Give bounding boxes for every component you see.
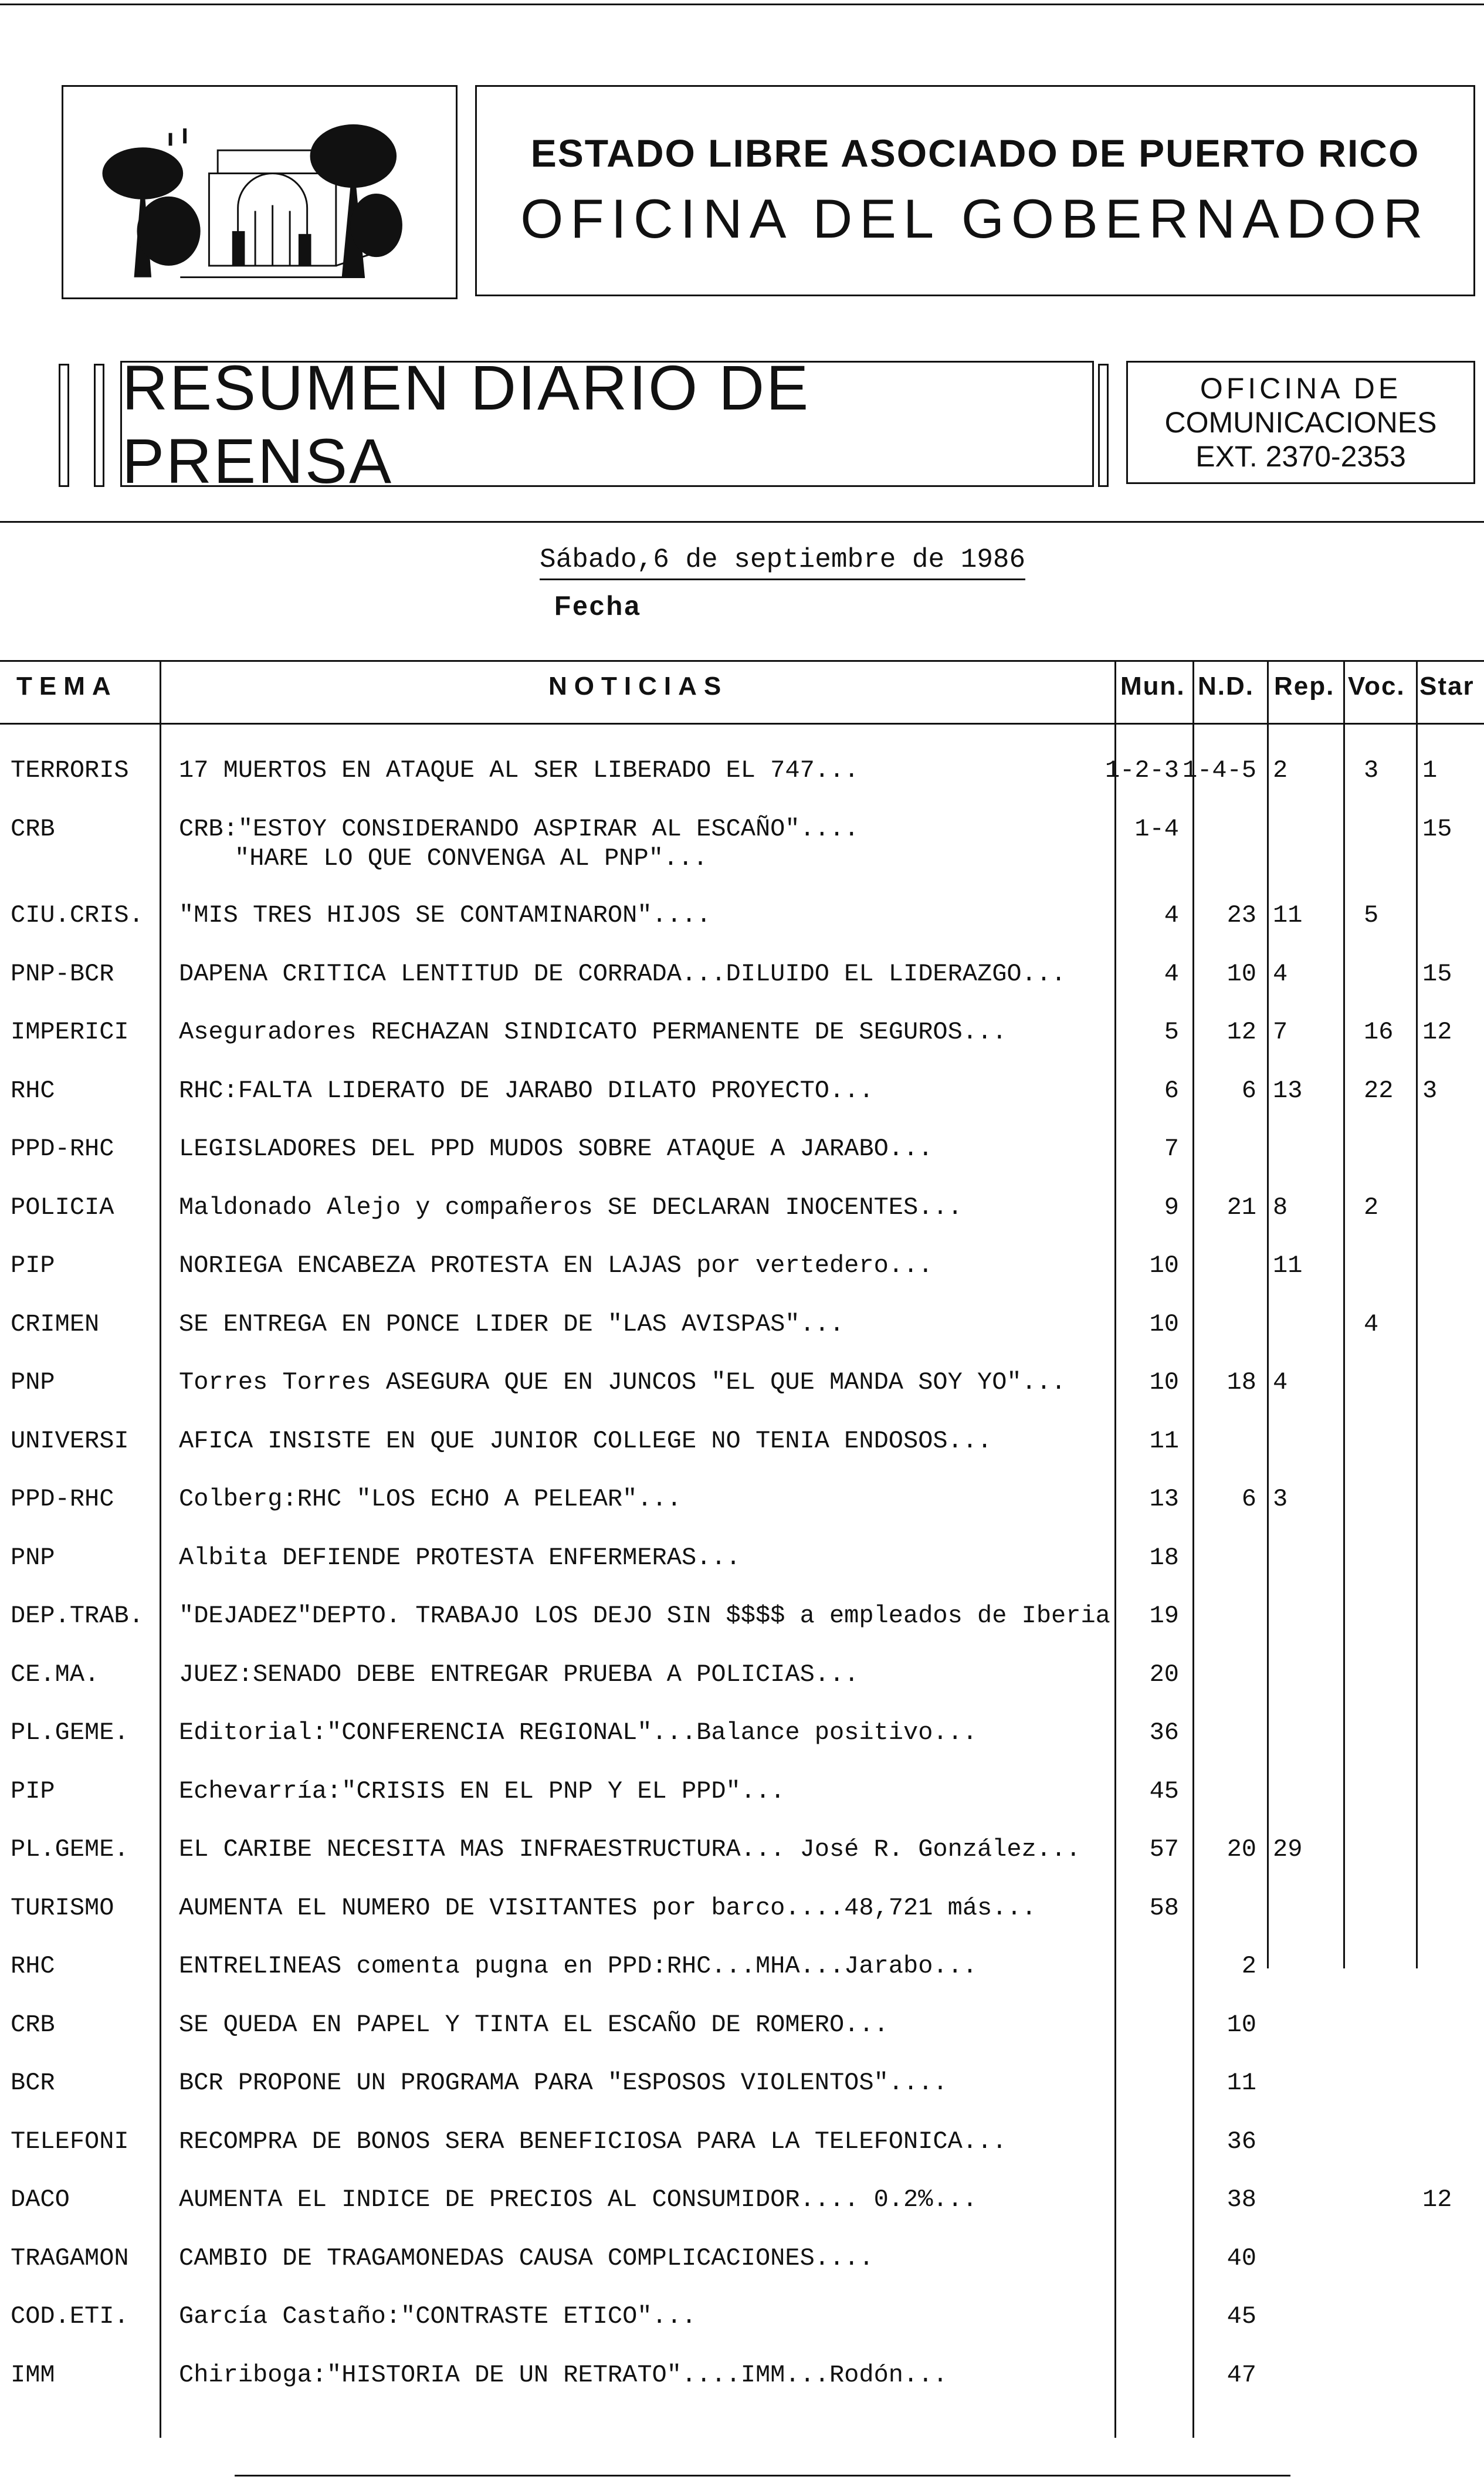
row-star-page: 12 bbox=[1422, 1018, 1452, 1046]
row-topic: PIP bbox=[11, 1777, 55, 1805]
row-headline: "DEJADEZ"DEPTO. TRABAJO LOS DEJO SIN $$$$ a empleados de Iberia bbox=[179, 1602, 1110, 1630]
row-headline: AFICA INSISTE EN QUE JUNIOR COLLEGE NO TENIA ENDOSOS... bbox=[179, 1426, 992, 1455]
row-nd-page: 20 bbox=[1226, 1835, 1256, 1863]
row-headline: 17 MUERTOS EN ATAQUE AL SER LIBERADO EL 747... bbox=[179, 756, 859, 784]
row-mun-page: 19 bbox=[1149, 1602, 1179, 1630]
row-topic: DACO bbox=[11, 2185, 70, 2214]
date-label: Fecha bbox=[554, 590, 641, 621]
row-star-page: 15 bbox=[1422, 814, 1452, 843]
row-voc-page: 16 bbox=[1364, 1018, 1394, 1046]
row-voc-page: 22 bbox=[1364, 1076, 1394, 1105]
bottom-rule bbox=[235, 2475, 1290, 2477]
row-rep-page: 13 bbox=[1273, 1076, 1303, 1105]
row-topic: PL.GEME. bbox=[11, 1718, 129, 1747]
row-mun-page: 57 bbox=[1149, 1835, 1179, 1863]
row-headline: Editorial:"CONFERENCIA REGIONAL"...Balance positivo... bbox=[179, 1718, 978, 1747]
row-mun-page: 4 bbox=[1164, 901, 1179, 929]
row-headline: SE QUEDA EN PAPEL Y TINTA EL ESCAÑO DE ROMERO... bbox=[179, 2010, 889, 2039]
row-topic: RHC bbox=[11, 1076, 55, 1105]
row-headline: NORIEGA ENCABEZA PROTESTA EN LAJAS por vertedero... bbox=[179, 1251, 933, 1280]
row-nd-page: 10 bbox=[1226, 2010, 1256, 2039]
row-topic: TURISMO bbox=[11, 1893, 114, 1922]
row-rep-page: 11 bbox=[1273, 901, 1303, 929]
row-mun-page: 5 bbox=[1164, 1018, 1179, 1046]
row-headline: Maldonado Alejo y compañeros SE DECLARAN INOCENTES... bbox=[179, 1193, 963, 1222]
row-mun-page: 1-4 bbox=[1134, 814, 1179, 843]
row-nd-page: 36 bbox=[1226, 2127, 1256, 2156]
row-voc-page: 3 bbox=[1364, 756, 1379, 784]
row-headline: EL CARIBE NECESITA MAS INFRAESTRUCTURA... José R. González... bbox=[179, 1835, 1081, 1863]
row-headline-continued: "HARE LO QUE CONVENGA AL PNP"... bbox=[235, 844, 708, 872]
row-voc-page: 5 bbox=[1364, 901, 1379, 929]
row-nd-page: 11 bbox=[1226, 2069, 1256, 2097]
row-mun-page: 9 bbox=[1164, 1193, 1179, 1222]
row-headline: AUMENTA EL NUMERO DE VISITANTES por barco....48,721 más... bbox=[179, 1893, 1036, 1922]
row-rep-page: 4 bbox=[1273, 1368, 1288, 1396]
row-star-page: 1 bbox=[1422, 756, 1438, 784]
column-header-mun: Mun. bbox=[1120, 672, 1185, 701]
row-nd-page: 6 bbox=[1241, 1485, 1256, 1513]
row-topic: PPD-RHC bbox=[11, 1485, 114, 1513]
row-mun-page: 18 bbox=[1149, 1543, 1179, 1572]
column-header-voc: Voc. bbox=[1348, 672, 1405, 701]
row-nd-page: 2 bbox=[1241, 1952, 1256, 1980]
row-topic: PNP-BCR bbox=[11, 959, 114, 988]
row-topic: PNP bbox=[11, 1543, 55, 1572]
row-mun-page: 10 bbox=[1149, 1310, 1179, 1338]
row-headline: Echevarría:"CRISIS EN EL PNP Y EL PPD"... bbox=[179, 1777, 785, 1805]
row-rep-page: 3 bbox=[1273, 1485, 1288, 1513]
row-voc-page: 4 bbox=[1364, 1310, 1379, 1338]
comms-extension: EXT. 2370-2353 bbox=[1195, 440, 1406, 473]
row-headline: García Castaño:"CONTRASTE ETICO"... bbox=[179, 2302, 697, 2330]
office-name: OFICINA DEL GOBERNADOR bbox=[520, 188, 1430, 249]
row-headline: RECOMPRA DE BONOS SERA BENEFICIOSA PARA LA TELEFONICA... bbox=[179, 2127, 1007, 2156]
row-mun-page: 1-2-3 bbox=[1104, 756, 1179, 784]
row-rep-page: 11 bbox=[1273, 1251, 1303, 1280]
row-headline: ENTRELINEAS comenta pugna en PPD:RHC...MHA...Jarabo... bbox=[179, 1952, 978, 1980]
row-mun-page: 45 bbox=[1149, 1777, 1179, 1805]
row-topic: CRB bbox=[11, 2010, 55, 2039]
row-headline: DAPENA CRITICA LENTITUD DE CORRADA...DILUIDO EL LIDERAZGO... bbox=[179, 959, 1066, 988]
comms-line-1: OFICINA DE bbox=[1200, 372, 1402, 405]
row-topic: COD.ETI. bbox=[11, 2302, 129, 2330]
row-topic: TELEFONI bbox=[11, 2127, 129, 2156]
row-star-page: 15 bbox=[1422, 959, 1452, 988]
row-headline: LEGISLADORES DEL PPD MUDOS SOBRE ATAQUE A JARABO... bbox=[179, 1135, 933, 1163]
row-headline: Chiriboga:"HISTORIA DE UN RETRATO"....IMM...Rodón... bbox=[179, 2360, 948, 2389]
comms-line-2: COMUNICACIONES bbox=[1164, 406, 1437, 439]
row-nd-page: 23 bbox=[1226, 901, 1256, 929]
report-title: RESUMEN DIARIO DE PRENSA bbox=[120, 361, 1094, 487]
report-date: Sábado,6 de septiembre de 1986 bbox=[540, 544, 1025, 580]
row-headline: Aseguradores RECHAZAN SINDICATO PERMANENTE DE SEGUROS... bbox=[179, 1018, 1007, 1046]
row-mun-page: 58 bbox=[1149, 1893, 1179, 1922]
row-headline: RHC:FALTA LIDERATO DE JARABO DILATO PROYECTO... bbox=[179, 1076, 874, 1105]
row-mun-page: 13 bbox=[1149, 1485, 1179, 1513]
row-topic: CRB bbox=[11, 814, 55, 843]
row-headline: CAMBIO DE TRAGAMONEDAS CAUSA COMPLICACIONES.... bbox=[179, 2244, 874, 2272]
row-topic: UNIVERSI bbox=[11, 1426, 129, 1455]
row-rep-page: 29 bbox=[1273, 1835, 1303, 1863]
row-topic: BCR bbox=[11, 2069, 55, 2097]
row-headline: Colberg:RHC "LOS ECHO A PELEAR"... bbox=[179, 1485, 682, 1513]
column-header-noticias: NOTICIAS bbox=[548, 672, 729, 701]
column-header-rep: Rep. bbox=[1274, 672, 1335, 701]
row-topic: PIP bbox=[11, 1251, 55, 1280]
row-headline: AUMENTA EL INDICE DE PRECIOS AL CONSUMIDOR.... 0.2%... bbox=[179, 2185, 978, 2214]
row-rep-page: 4 bbox=[1273, 959, 1288, 988]
row-headline: SE ENTREGA EN PONCE LIDER DE "LAS AVISPAS"... bbox=[179, 1310, 845, 1338]
column-header-tema: TEMA bbox=[16, 672, 118, 701]
row-mun-page: 4 bbox=[1164, 959, 1179, 988]
row-topic: PL.GEME. bbox=[11, 1835, 129, 1863]
row-nd-page: 45 bbox=[1226, 2302, 1256, 2330]
row-topic: CE.MA. bbox=[11, 1660, 100, 1689]
row-topic: IMM bbox=[11, 2360, 55, 2389]
row-rep-page: 2 bbox=[1273, 756, 1288, 784]
row-nd-page: 38 bbox=[1226, 2185, 1256, 2214]
column-header-star: Star bbox=[1419, 672, 1475, 701]
row-headline: Torres Torres ASEGURA QUE EN JUNCOS "EL QUE MANDA SOY YO"... bbox=[179, 1368, 1066, 1396]
state-name: ESTADO LIBRE ASOCIADO DE PUERTO RICO bbox=[530, 131, 1420, 175]
row-nd-page: 10 bbox=[1226, 959, 1256, 988]
row-topic: PNP bbox=[11, 1368, 55, 1396]
row-mun-page: 10 bbox=[1149, 1368, 1179, 1396]
row-star-page: 3 bbox=[1422, 1076, 1438, 1105]
row-mun-page: 20 bbox=[1149, 1660, 1179, 1689]
row-nd-page: 12 bbox=[1226, 1018, 1256, 1046]
row-mun-page: 10 bbox=[1149, 1251, 1179, 1280]
row-nd-page: 40 bbox=[1226, 2244, 1256, 2272]
row-headline: JUEZ:SENADO DEBE ENTREGAR PRUEBA A POLICIAS... bbox=[179, 1660, 859, 1689]
row-headline: BCR PROPONE UN PROGRAMA PARA "ESPOSOS VIOLENTOS".... bbox=[179, 2069, 948, 2097]
row-topic: CIU.CRIS. bbox=[11, 901, 144, 929]
row-topic: RHC bbox=[11, 1952, 55, 1980]
row-headline: "MIS TRES HIJOS SE CONTAMINARON".... bbox=[179, 901, 711, 929]
row-topic: IMPERICI bbox=[11, 1018, 129, 1046]
row-topic: POLICIA bbox=[11, 1193, 114, 1222]
row-headline: CRB:"ESTOY CONSIDERANDO ASPIRAR AL ESCAÑO".... bbox=[179, 814, 859, 843]
row-headline: Albita DEFIENDE PROTESTA ENFERMERAS... bbox=[179, 1543, 741, 1572]
row-nd-page: 18 bbox=[1226, 1368, 1256, 1396]
row-nd-page: 6 bbox=[1241, 1076, 1256, 1105]
row-topic: TRAGAMON bbox=[11, 2244, 129, 2272]
row-mun-page: 7 bbox=[1164, 1135, 1179, 1163]
row-topic: TERRORIS bbox=[11, 756, 129, 784]
row-nd-page: 1-4-5 bbox=[1182, 756, 1256, 784]
row-topic: DEP.TRAB. bbox=[11, 1602, 144, 1630]
row-star-page: 12 bbox=[1422, 2185, 1452, 2214]
row-topic: PPD-RHC bbox=[11, 1135, 114, 1163]
row-rep-page: 7 bbox=[1273, 1018, 1288, 1046]
row-mun-page: 36 bbox=[1149, 1718, 1179, 1747]
row-rep-page: 8 bbox=[1273, 1193, 1288, 1222]
row-nd-page: 47 bbox=[1226, 2360, 1256, 2389]
row-topic: CRIMEN bbox=[11, 1310, 100, 1338]
column-header-nd: N.D. bbox=[1198, 672, 1254, 701]
row-nd-page: 21 bbox=[1226, 1193, 1256, 1222]
row-voc-page: 2 bbox=[1364, 1193, 1379, 1222]
row-mun-page: 6 bbox=[1164, 1076, 1179, 1105]
row-mun-page: 11 bbox=[1149, 1426, 1179, 1455]
